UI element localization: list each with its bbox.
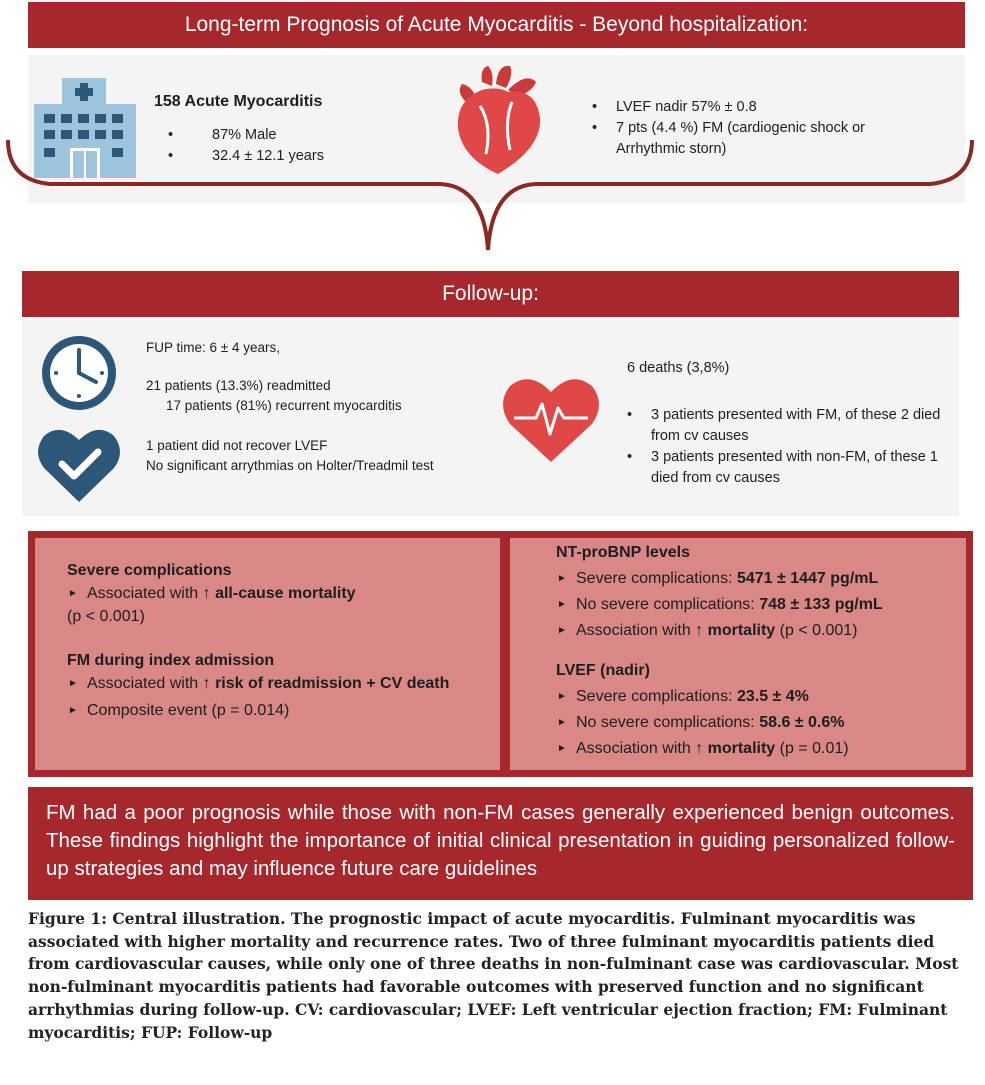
lvef-severe-value: 23.5 ± 4% [736, 688, 809, 705]
up-arrow-icon: ↑ [202, 675, 211, 692]
readmitted: 21 patients (13.3%) readmitted [146, 378, 331, 393]
heartbeat-icon [500, 374, 602, 464]
lvef-nadir: • LVEF nadir 57% ± 0.8 [592, 97, 922, 118]
severe-assoc [67, 582, 482, 605]
clock-icon [38, 332, 120, 414]
lvef-nosevere-value: 58.6 ± 0.6% [759, 714, 845, 731]
ntprobnp-severe-label: Severe complications: [576, 570, 733, 587]
ntprobnp-assoc-strong: mortality [707, 622, 776, 639]
severe-assoc-pre: Associated with [87, 585, 199, 602]
no-arrhythmias: No significant arrythmias on Holter/Treadmil test [146, 458, 434, 473]
cohort-male: • 87% Male [168, 125, 428, 146]
followup-banner [22, 271, 959, 317]
ntprobnp-nosevere-label: No severe complications: [576, 596, 755, 613]
severe-p: (p < 0.001) [67, 608, 145, 625]
figure-caption: Figure 1: Central illustration. The prognostic impact of acute myocarditis. Fulminant myocarditis was associated with higher mortality and recurrence rates. Two of three fulminant myocarditis patients died from cardiovascular causes, while only one of three deaths in non-fulminant case was cardiovascular. Most non-fulminant myocarditis patients had favorable outcomes with preserved function and no significant arrhythmias during follow-up. CV: cardiovascular; LVEF: Left ventricular ejection fraction; FM: Fulminant myocarditis; FUP: Follow-up [28, 909, 959, 1042]
conclusion-box [28, 787, 973, 900]
lvef-severe-label: Severe complications: [576, 688, 733, 705]
lvef-heading: LVEF (nadir) [556, 662, 650, 679]
page-title: Long-term Prognosis of Acute Myocarditis - Beyond hospitalization: [184, 13, 809, 36]
lvef-recovery: 1 patient did not recover LVEF [146, 438, 328, 453]
lvef-nosevere [556, 711, 956, 734]
fm-assoc-strong: risk of readmission + CV death [215, 675, 450, 692]
severe-heading: Severe complications [67, 562, 232, 579]
followup-title: Follow-up: [442, 282, 539, 305]
ntprobnp-assoc [556, 619, 956, 642]
right-outcomes-panel [510, 538, 966, 770]
ntprobnp-assoc-p: (p < 0.001) [779, 622, 858, 639]
fm-count: • 7 pts (4.4 %) FM (cardiogenic shock or Arrhythmic storn) [592, 118, 922, 160]
lvef-assoc-pre: Association with [576, 740, 691, 757]
fm-assoc [67, 672, 482, 695]
lvef-nosevere-label: No severe complications: [576, 714, 755, 731]
fm-assoc-pre: Associated with [87, 675, 199, 692]
up-arrow-icon: ↑ [202, 585, 211, 602]
lvef-assoc-p: (p = 0.01) [779, 740, 849, 757]
up-arrow-icon: ↑ [695, 622, 704, 639]
left-outcomes-panel [35, 538, 500, 770]
curly-brace [0, 140, 985, 255]
ntprobnp-nosevere [556, 593, 956, 616]
up-arrow-icon: ↑ [695, 740, 704, 757]
ntprobnp-nosevere-value: 748 ± 133 pg/mL [759, 596, 883, 613]
title-banner [28, 2, 965, 48]
deaths-total: 6 deaths (3,8%) [627, 360, 730, 376]
deaths-block [627, 358, 957, 489]
lvef-assoc [556, 737, 956, 760]
fup-time: FUP time: 6 ± 4 years, [146, 340, 280, 355]
heart-check-icon [36, 424, 122, 504]
lvef-severe [556, 685, 956, 708]
fm-heading: FM during index admission [67, 652, 275, 669]
ntprobnp-assoc-pre: Association with [576, 622, 691, 639]
deaths-fm: • 3 patients presented with FM, of these 2 died from cv causes [627, 405, 957, 447]
followup-details [146, 338, 486, 476]
recurrent: 17 patients (81%) recurrent myocarditis [166, 398, 402, 413]
lvef-assoc-strong: mortality [707, 740, 776, 757]
fm-composite: ► Composite event (p = 0.014) [67, 699, 482, 722]
cohort-title: 158 Acute Myocarditis [154, 93, 323, 110]
ntprobnp-severe [556, 567, 956, 590]
cohort-age: • 32.4 ± 12.1 years [168, 146, 428, 167]
ntprobnp-heading: NT-proBNP levels [556, 544, 690, 561]
deaths-nonfm: • 3 patients presented with non-FM, of these 1 died from cv causes [627, 447, 957, 489]
severe-assoc-strong: all-cause mortality [215, 585, 356, 602]
ntprobnp-severe-value: 5471 ± 1447 pg/mL [736, 570, 879, 587]
conclusion-text: FM had a poor prognosis while those with non-FM cases generally experienced benign outcomes. These findings highlight the importance of initial clinical presentation in guiding personalized follow-up strategies and may influence future care guidelines [46, 801, 955, 880]
